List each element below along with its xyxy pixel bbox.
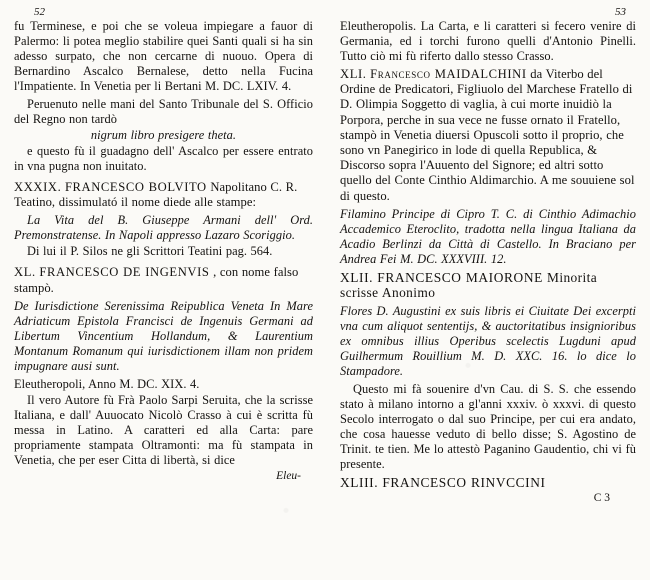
entry-body-40: , con nome falso stampò. — [14, 265, 299, 295]
title-citation-l2: De Iurisdictione Serenissima Reipublica Veneta In Mare Adriaticum Epistola Francisci de Ingenuis Germani ad Libertum Vincentium Hollandum, & Laurentium Montanum Romanum qui iurisdictionem illam non pridem impugnare ausi sunt. — [14, 298, 313, 373]
entry-body-39: Napolitano C. R. Teatino, dissimulató il nome diede alle stampe: — [14, 180, 298, 210]
entry-body-42: Minorita scrisse Anonimo — [340, 269, 598, 301]
entry-author-41: Francesco MAIDALCHINI — [370, 67, 527, 81]
folio-left-value: 52 — [34, 6, 45, 18]
title-citation-r2: Flores D. Augustini ex suis libris ei Ciuitate Dei excerpti vna cum aliquot sententijs, & auctoritatibus insignioribus ex omnibus illius Operibus scelectis Lugduni apud Guilhermum Rouillium M. D. XXC. 16. lo dice lo Stampadore. — [340, 304, 636, 379]
paragraph-l5: Il vero Autore fù Frà Paolo Sarpi Seruita, che la scrisse Italiana, e dall' Auuocato Nicolò Crasso à cui è scritta fù messa in Latino. A caratteri ed alla Carta: pare propriamente stampata Oltramonti: ma fù stampata in Venetia, che per eser Citta di libertà, si dice — [14, 392, 313, 467]
entry-author-39: FRANCESCO BOLVITO — [64, 180, 207, 194]
paragraph-l2: Peruenuto nelle mani del Santo Tribunale del S. Officio del Regno non tardò — [14, 97, 313, 126]
entry-number-39: XXXIX. — [14, 180, 62, 194]
paragraph-r2: Questo mi fà souenire d'vn Cau. di S. S. che essendo stato à milano intorno a gl'anni xxxiv. ò xxxvi. di questo Secolo interrogato o dal suo Principe, per cui era andato, che cosa hauesse veduto di bello disse; S. Agostino de Trinit. te tien. Me lo attestò Paganino Gaudentio, chi vi fù presente. — [340, 382, 636, 472]
paragraph-l4: Di lui il P. Silos ne gli Scrittori Teatini pag. 564. — [27, 244, 273, 259]
title-citation-l1: La Vita del B. Giuseppe Armani dell' Ord. Premonstratense. In Napoli appresso Lazaro Scoriggio. — [14, 213, 313, 243]
entry-heading-40 — [14, 265, 313, 295]
entry-heading-39 — [14, 180, 313, 210]
entry-number-40: XL. — [14, 265, 36, 280]
left-text-column — [8, 6, 325, 576]
entry-author-40: FRANCESCO DE INGENVIS — [39, 265, 210, 280]
right-text-column — [325, 6, 642, 576]
entry-body-41: da Viterbo del Ordine de Predicatori, Figliuolo del Marchese Fratello di D. Olimpia Soggetto di vaglia, à cui morte inuidiò la Porpora, perche in sua vece ne fusse ornato il Fratello, stampò in Venetia diuersi Opuscoli sotto il proprio, che sono vn Panegirico in lode di quella Republica, & Discorso sopra l'Auuento del Signore; ed altri sotto quello del Conte Cinthio Aldimarchio. A me souuiene sol di questo. — [340, 67, 635, 203]
entry-heading-41 — [340, 67, 636, 204]
paragraph-l3: e questo fù il guadagno dell' Ascalco per essere entrato in vna pugna non inuitato. — [14, 144, 313, 173]
paragraph-r1: Eleutheropolis. La Carta, e li caratteri si fecero venire di Germania, ed i torchi furono quelli d'Antonio Pinelli. Tutto ciò mi fù riferto dallo stesso Crasso. — [340, 19, 636, 63]
verse-line-latin: nigrum libro presigere theta. — [90, 128, 237, 142]
entry-heading-42 — [340, 270, 636, 301]
entry-heading-43 — [340, 475, 636, 491]
folio-right-value: 53 — [615, 6, 626, 18]
entry-author-42: FRANCESCO MAIORONE — [377, 269, 543, 285]
title-citation-r1: Filamino Principe di Cipro T. C. di Cinthio Adimachio Accademico Eteroclito, tradotta nella lingua Italiana da Acadio Berlinzi da Città di Castello. In Braciano per Andrea Fei M. DC. XXXVIII. 12. — [340, 206, 636, 266]
entry-number-41: XLI. — [340, 67, 367, 81]
signature-mark: C 3 — [593, 491, 610, 504]
entry-author-43: FRANCESCO RINVCCINI — [382, 475, 546, 491]
imprint-line-l1: Eleutheropoli, Anno M. DC. XIX. 4. — [14, 376, 200, 391]
entry-number-42: XLII. — [340, 269, 374, 285]
catchword-left: Eleu- — [276, 469, 301, 482]
paragraph-l1: fu Terminese, e poi che se voleua impiegare a fauor di Palermo: li potea meglio stabilire quei Santi quali si ha sin adesso surpato, che non cercarne di nuouo. Opera di Bernardino Ascalco Bernalese, detto nella Fucina l'Impatiente. In Venetia per li Bertani M. DC. LXIV. 4. — [14, 19, 313, 93]
two-column-layout — [8, 6, 642, 576]
entry-number-43: XLIII. — [340, 475, 379, 491]
folio-number-left — [14, 6, 313, 19]
folio-number-right — [340, 6, 636, 19]
